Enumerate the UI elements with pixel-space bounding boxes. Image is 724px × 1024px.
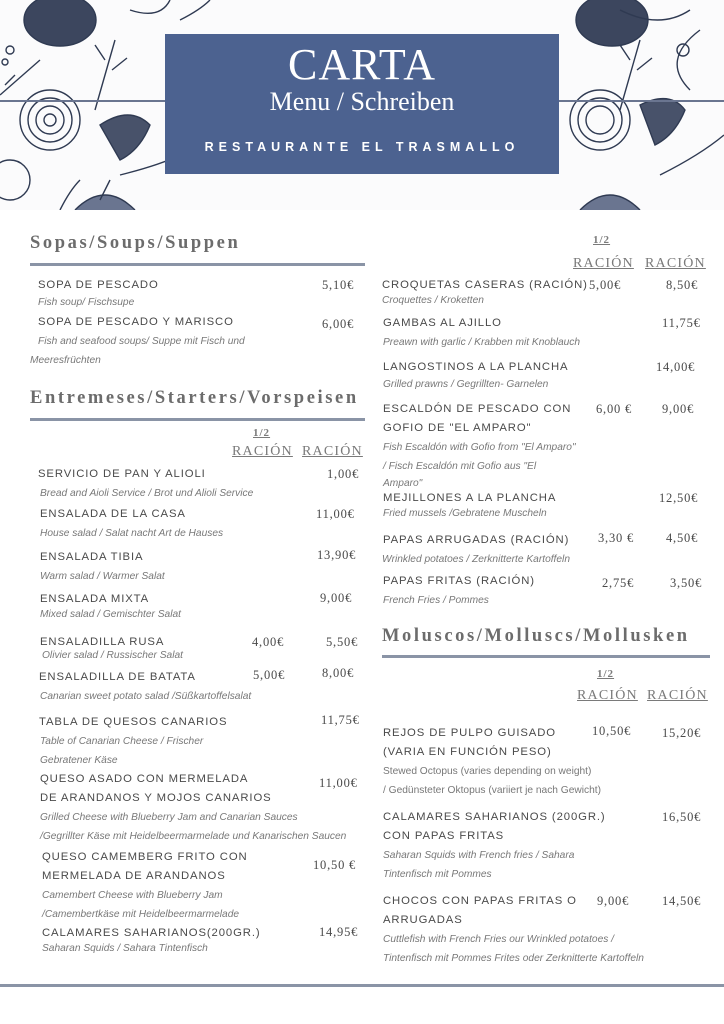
item-name-cont: GOFIO DE "EL AMPARO" [383, 422, 532, 434]
ration-header [380, 226, 710, 278]
menu-item [380, 572, 710, 610]
item-description: Canarian sweet potato salad /Süßkartoffelsalat [40, 691, 252, 702]
item-description-cont: Tintenfisch mit Pommes Frites oder Zerknitterte Kartoffeln [383, 953, 644, 964]
item-name: MEJILLONES A LA PLANCHA [383, 492, 557, 504]
item-description: Mixed salad / Gemischter Salat [40, 609, 181, 620]
section-title-starters: Entremeses/Starters/Vorspeisen [30, 388, 359, 408]
item-description: Grilled prawns / Gegrillten- Garnelen [383, 379, 549, 390]
item-description: Fish soup/ Fischsupe [38, 297, 135, 308]
item-price: 13,90€ [317, 548, 357, 562]
half-ration-label: 1/2 [597, 668, 615, 680]
menu-item [380, 531, 710, 569]
item-price: 9,00€ [320, 591, 353, 605]
menu-item [30, 770, 365, 846]
item-description-cont: /Gegrillter Käse mit Heidelbeermarmelade und Kanarischen Saucen [40, 831, 347, 842]
menu-item [30, 548, 365, 586]
item-name: ENSALADA MIXTA [40, 593, 150, 605]
section-title-molluscs: Moluscos/Molluscs/Mollusken [382, 626, 690, 646]
item-price: 11,75€ [321, 713, 360, 727]
item-name-cont: MERMELADA DE ARANDANOS [42, 870, 226, 882]
item-description: Grilled Cheese with Blueberry Jam and Canarian Sauces [40, 812, 298, 823]
item-half-price: 2,75€ [602, 576, 635, 590]
menu-item [380, 314, 710, 352]
menu-item [30, 276, 365, 311]
item-name: ENSALADILLA DE BATATA [39, 671, 196, 683]
ration-header [380, 658, 710, 712]
item-price: 11,75€ [662, 316, 701, 330]
item-description: Olivier salad / Russischer Salat [42, 650, 183, 661]
title-box [165, 34, 559, 174]
item-description: Croquettes / Kroketten [382, 295, 484, 306]
ration-column-header: RACIÓN [645, 256, 706, 271]
ration-header [30, 421, 365, 465]
item-name: ENSALADILLA RUSA [40, 636, 165, 648]
item-description: Preawn with garlic / Krabben mit Knoblauch [383, 337, 581, 348]
half-ration-label: 1/2 [253, 427, 271, 439]
item-description: Wrinkled potatoes / Zerknitterte Kartoffeln [382, 554, 570, 565]
item-name-cont: (VARIA EN FUNCIÓN PESO) [383, 746, 552, 758]
item-description: Stewed Octopus (varies depending on weight) [383, 766, 592, 777]
menu-item [30, 668, 365, 706]
menu-item [380, 808, 710, 884]
item-price: 16,50€ [662, 810, 702, 824]
item-price: 5,10€ [322, 278, 355, 292]
item-description: Table of Canarian Cheese / Frischer [40, 736, 204, 747]
ration-column-header: RACIÓN [647, 688, 708, 703]
menu-item [380, 724, 710, 800]
item-price: 14,00€ [656, 360, 696, 374]
item-description-cont: / Fisch Escaldón mit Gofio aus "El [383, 461, 537, 472]
item-description: Fish and seafood soups/ Suppe mit Fisch und [38, 336, 245, 347]
item-half-price: 6,00 € [596, 402, 633, 416]
item-name: CROQUETAS CASERAS (RACIÓN) [382, 279, 588, 291]
item-half-price: 3,30 € [598, 531, 635, 545]
item-name-cont: CON PAPAS FRITAS [383, 830, 505, 842]
menu-item [380, 358, 710, 392]
right-column [380, 226, 710, 968]
item-description-cont: Tintenfisch mit Pommes [383, 869, 492, 880]
item-price: 14,95€ [319, 925, 359, 939]
item-price: 1,00€ [327, 467, 360, 481]
item-description: Fried mussels /Gebratene Muscheln [383, 508, 547, 519]
item-price: 8,00€ [322, 666, 355, 680]
item-name: ESCALDÓN DE PESCADO CON [383, 403, 572, 415]
item-description: Cuttlefish with French Fries our Wrinkled potatoes / [383, 934, 615, 945]
item-name: CALAMARES SAHARIANOS(200GR.) [42, 927, 261, 939]
item-price: 11,00€ [319, 776, 358, 790]
item-name: LANGOSTINOS A LA PLANCHA [383, 361, 569, 373]
item-half-price: 10,50€ [592, 724, 632, 738]
page-title: CARTA [288, 40, 436, 89]
item-description-cont: Amparo" [383, 478, 423, 489]
menu-item [30, 635, 365, 663]
menu-item [30, 313, 365, 370]
item-name: PAPAS ARRUGADAS (RACIÓN) [383, 534, 570, 546]
item-description: Saharan Squids with French fries / Sahara [383, 850, 575, 861]
item-description: Bread and Aioli Service / Brot und Alioli Service [40, 488, 254, 499]
item-description-cont: /Camembertkäse mit Heidelbeermarmelade [42, 909, 240, 920]
item-name: GAMBAS AL AJILLO [383, 317, 502, 329]
half-ration-label: 1/2 [593, 234, 611, 246]
menu-item [30, 848, 365, 924]
item-half-price: 4,00€ [252, 635, 285, 649]
restaurant-name: RESTAURANTE EL TRASMALLO [204, 140, 520, 154]
item-description: Warm salad / Warmer Salat [40, 571, 165, 582]
item-name: ENSALADA DE LA CASA [40, 508, 186, 520]
item-name: CHOCOS CON PAPAS FRITAS O [383, 895, 577, 907]
item-name: SOPA DE PESCADO [38, 279, 159, 291]
menu-item [380, 892, 710, 968]
item-price: 4,50€ [666, 531, 699, 545]
menu-item [380, 278, 710, 308]
item-name: ENSALADA TIBIA [40, 551, 144, 563]
footer-divider [0, 984, 724, 987]
item-name: QUESO CAMEMBERG FRITO CON [42, 851, 248, 863]
item-description-cont: Gebratener Käse [40, 755, 118, 766]
menu-item [30, 465, 365, 503]
item-description-cont: / Gedünsteter Oktopus (variiert je nach Gewicht) [383, 785, 601, 796]
item-name: SOPA DE PESCADO Y MARISCO [38, 316, 234, 328]
item-name: QUESO ASADO CON MERMELADA [40, 773, 249, 785]
item-half-price: 5,00€ [589, 278, 622, 292]
item-name-cont: ARRUGADAS [383, 914, 463, 926]
item-price: 11,00€ [316, 507, 355, 521]
item-price: 3,50€ [670, 576, 703, 590]
page-subtitle: Menu / Schreiben [269, 87, 455, 116]
item-half-price: 9,00€ [597, 894, 630, 908]
item-name: SERVICIO DE PAN Y ALIOLI [38, 468, 206, 480]
half-ration-column-header: RACIÓN [577, 688, 638, 703]
item-name: CALAMARES SAHARIANOS (200GR.) [383, 811, 606, 823]
item-name: REJOS DE PULPO GUISADO [383, 727, 556, 739]
menu-item [30, 713, 365, 770]
menu-item [30, 925, 365, 957]
item-description: French Fries / Pommes [383, 595, 489, 606]
item-price: 9,00€ [662, 402, 695, 416]
menu-item [380, 491, 710, 521]
item-name: TABLA DE QUESOS CANARIOS [39, 716, 228, 728]
half-ration-column-header: RACIÓN [573, 256, 634, 271]
half-ration-column-header: RACIÓN [232, 444, 293, 459]
item-description: Camembert Cheese with Blueberry Jam [42, 890, 223, 901]
item-half-price: 5,00€ [253, 668, 286, 682]
item-description: Saharan Squids / Sahara Tintenfisch [42, 943, 208, 954]
item-description: Fish Escaldón with Gofio from "El Amparo" [383, 442, 576, 453]
item-price: 15,20€ [662, 726, 702, 740]
menu-item [380, 400, 710, 491]
item-price: 5,50€ [326, 635, 359, 649]
item-price: 10,50 € [313, 858, 357, 872]
item-price: 14,50€ [662, 894, 702, 908]
menu-item [30, 505, 365, 543]
header-illustration [0, 0, 724, 210]
item-price: 6,00€ [322, 317, 355, 331]
item-price: 8,50€ [666, 278, 699, 292]
menu-item [30, 591, 365, 623]
item-name-cont: DE ARANDANOS Y MOJOS CANARIOS [40, 792, 272, 804]
item-name: PAPAS FRITAS (RACIÓN) [383, 575, 535, 587]
item-price: 12,50€ [659, 491, 699, 505]
section-divider [30, 263, 365, 266]
ration-column-header: RACIÓN [302, 444, 363, 459]
item-description-cont: Meeresfrüchten [30, 355, 101, 366]
item-description: House salad / Salat nacht Art de Hauses [40, 528, 224, 539]
left-column [30, 226, 365, 957]
section-title-soups: Sopas/Soups/Suppen [30, 233, 241, 253]
